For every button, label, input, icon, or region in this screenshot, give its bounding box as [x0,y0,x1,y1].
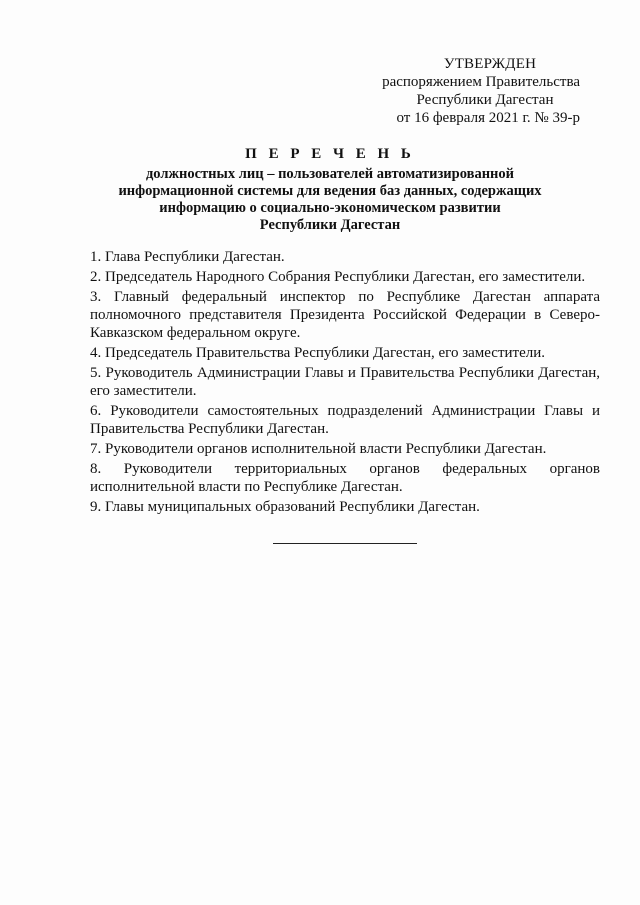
approval-line-3: от 16 февраля 2021 г. № 39-р [396,110,580,126]
list-item: 5. Руководитель Администрации Главы и Правительства Республики Дагестан, его заместители. [90,365,600,399]
title-line-2: информационной системы для ведения баз данных, содержащих [118,183,542,199]
approval-line-1: распоряжением Правительства [382,74,580,90]
approval-line-2: Республики Дагестан [416,92,554,108]
officials-list [90,248,600,518]
title-heading: П Е Р Е Ч Е Н Ь [245,146,415,162]
approval-stamp [350,55,580,127]
list-item: 1. Глава Республики Дагестан. [90,249,285,265]
end-divider-line [273,543,417,544]
list-item: 2. Председатель Народного Собрания Республики Дагестан, его заместители. [90,269,586,285]
list-item: 3. Главный федеральный инспектор по Республике Дагестан аппарата полномочного представителя Президента Российской Федерации в Северо-Кавказском федеральном округе. [90,289,600,341]
title-line-3: информацию о социально-экономическом развитии [159,200,501,216]
list-item: 4. Председатель Правительства Республики Дагестан, его заместители. [90,345,546,361]
document-title [80,146,580,234]
approved-label: УТВЕРЖДЕН [443,56,537,72]
title-line-1: должностных лиц – пользователей автоматизированной [145,166,515,182]
title-line-4: Республики Дагестан [259,217,401,233]
list-item: 8. Руководители территориальных органов федеральных органов исполнительной власти по Республике Дагестан. [90,461,600,495]
list-item: 7. Руководители органов исполнительной власти Республики Дагестан. [90,441,547,457]
list-item: 6. Руководители самостоятельных подразделений Администрации Главы и Правительства Республики Дагестан. [90,403,600,437]
list-item: 9. Главы муниципальных образований Республики Дагестан. [90,499,480,515]
